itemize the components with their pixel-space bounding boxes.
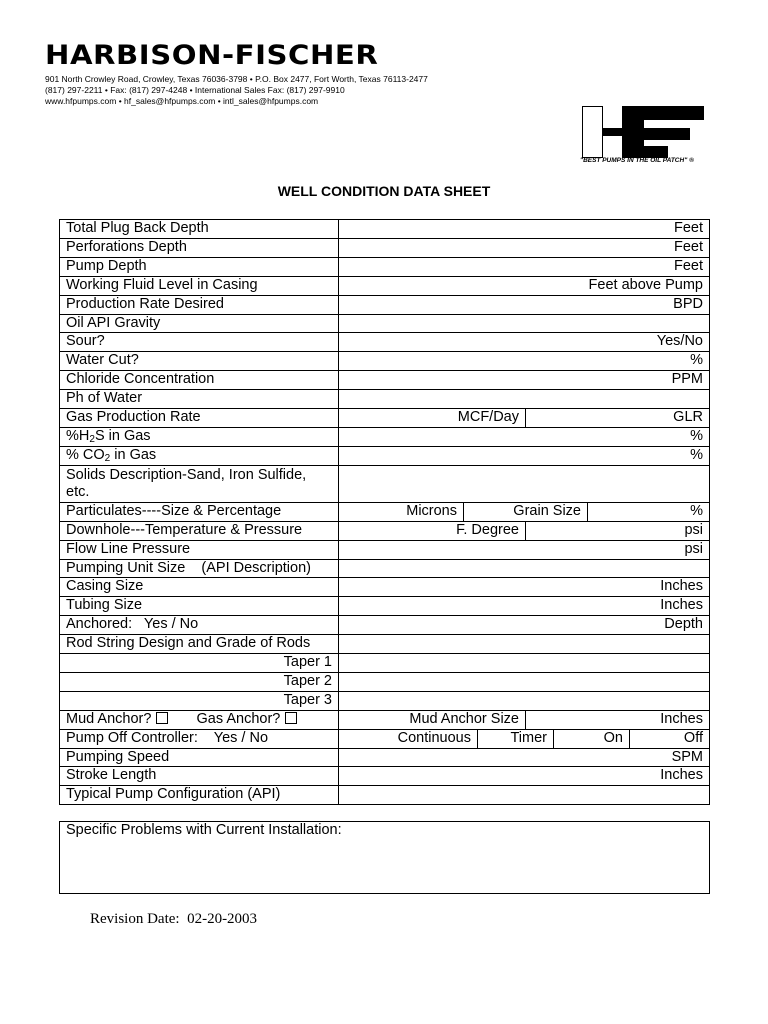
on-option[interactable] (553, 730, 629, 748)
unit-label: psi (684, 521, 703, 538)
problems-textarea[interactable] (59, 821, 710, 894)
unit-label: % (690, 446, 703, 463)
unit-label: Feet (673, 220, 703, 236)
row-anchors (60, 710, 710, 729)
value-field[interactable] (339, 616, 710, 635)
row-typical-pump-configuration (60, 786, 710, 805)
value-field[interactable] (339, 220, 710, 239)
unit-label: Mud Anchor Size (409, 710, 519, 727)
unit-label: Yes/No (656, 333, 703, 350)
unit-label: psi (684, 540, 703, 557)
row-label: Total Plug Back Depth (60, 220, 339, 239)
value-field[interactable] (339, 559, 710, 578)
value-field[interactable] (339, 295, 710, 314)
unit-label: BPD (673, 295, 703, 312)
value-field[interactable] (339, 465, 710, 502)
row-label: Taper 2 (60, 672, 339, 691)
row-label: Pump Off Controller: Yes / No (60, 729, 339, 748)
unit-label: Feet (673, 257, 703, 274)
unit-label: % (690, 427, 703, 444)
revision-date: Revision Date: 02-20-2003 (90, 911, 258, 927)
value-field[interactable] (339, 540, 710, 559)
row-label: Flow Line Pressure (60, 540, 339, 559)
unit-label: F. Degree (456, 521, 519, 538)
value-field[interactable] (339, 672, 710, 691)
label-text: %H (66, 427, 90, 444)
row-total-plug-back-depth (60, 220, 710, 239)
subscript: 2 (89, 433, 95, 445)
row-ph-of-water (60, 390, 710, 409)
row-label: Pumping Unit Size (API Description) (60, 559, 339, 578)
row-flow-line-pressure (60, 540, 710, 559)
row-solids-description (60, 465, 710, 502)
row-taper-2 (60, 672, 710, 691)
address-line: 901 North Crowley Road, Crowley, Texas 76036-3798 • P.O. Box 2477, Fort Worth, Texas 76113-2477 (45, 74, 428, 84)
row-label: Downhole---Temperature & Pressure (60, 521, 339, 540)
pressure-field[interactable] (525, 522, 709, 540)
value-field[interactable] (339, 635, 710, 654)
row-label (60, 710, 339, 729)
row-working-fluid-level (60, 276, 710, 295)
value-field[interactable] (339, 578, 710, 597)
grain-size-field[interactable] (463, 503, 587, 521)
continuous-option[interactable] (339, 730, 477, 748)
off-option[interactable] (629, 730, 709, 748)
row-label: Sour? (60, 333, 339, 352)
value-field[interactable] (339, 597, 710, 616)
row-co2-in-gas (60, 446, 710, 465)
row-label: Pump Depth (60, 257, 339, 276)
row-label: Rod String Design and Grade of Rods (60, 635, 339, 654)
mud-anchor-checkbox[interactable] (156, 712, 168, 724)
value-field[interactable] (339, 446, 710, 465)
row-label: Water Cut? (60, 352, 339, 371)
mud-anchor-size-field[interactable] (339, 711, 525, 729)
timer-option[interactable] (477, 730, 553, 748)
row-tubing-size (60, 597, 710, 616)
row-taper-1 (60, 654, 710, 673)
unit-label: Inches (660, 597, 703, 614)
row-rod-string-design (60, 635, 710, 654)
unit-label: % (690, 352, 703, 369)
unit-label: GLR (673, 409, 703, 426)
value-field[interactable] (339, 371, 710, 390)
row-pumping-speed (60, 748, 710, 767)
value-field[interactable] (339, 276, 710, 295)
value-field[interactable] (339, 352, 710, 371)
company-name: HARBISON-FISCHER (45, 40, 379, 71)
row-label: Oil API Gravity (60, 314, 339, 333)
row-oil-api-gravity (60, 314, 710, 333)
row-pump-off-controller (60, 729, 710, 748)
row-label: Gas Production Rate (60, 409, 339, 428)
unit-label: Inches (660, 767, 703, 784)
row-label: Pumping Speed (60, 748, 339, 767)
row-label (60, 427, 339, 446)
value-field[interactable] (339, 314, 710, 333)
row-label: Typical Pump Configuration (API) (60, 786, 339, 805)
value-field[interactable] (339, 333, 710, 352)
unit-label: % (690, 502, 703, 519)
value-field[interactable] (339, 767, 710, 786)
subscript: 2 (104, 452, 111, 464)
value-field[interactable] (339, 748, 710, 767)
row-chloride-concentration (60, 371, 710, 390)
row-gas-production-rate (60, 409, 710, 428)
value-field[interactable] (339, 390, 710, 409)
option-label: Continuous (397, 729, 471, 746)
row-label: Ph of Water (60, 390, 339, 409)
label-text: % CO (66, 446, 105, 463)
label-text: S in Gas (94, 427, 151, 444)
value-field[interactable] (339, 238, 710, 257)
hf-logo (582, 106, 704, 158)
value-field[interactable] (339, 257, 710, 276)
row-label: Stroke Length (60, 767, 339, 786)
temperature-field[interactable] (339, 522, 525, 540)
mcf-day-field[interactable] (339, 409, 525, 427)
row-label: Taper 1 (60, 654, 339, 673)
row-label: Solids Description-Sand, Iron Sulfide, etc. (60, 465, 339, 502)
row-label: Particulates----Size & Percentage (60, 502, 339, 521)
row-h2s-in-gas (60, 427, 710, 446)
row-particulates (60, 502, 710, 521)
value-field[interactable] (339, 691, 710, 710)
unit-label: SPM (671, 748, 703, 765)
row-taper-3 (60, 691, 710, 710)
gas-anchor-checkbox[interactable] (285, 712, 297, 724)
row-perforations-depth (60, 238, 710, 257)
row-label: Taper 3 (60, 691, 339, 710)
row-production-rate (60, 295, 710, 314)
problems-label: Specific Problems with Current Installation: (66, 822, 342, 838)
row-label: Working Fluid Level in Casing (60, 276, 339, 295)
glr-field[interactable] (525, 409, 709, 427)
option-label: Timer (510, 729, 547, 746)
unit-label: Inches (660, 578, 703, 595)
option-label: Off (683, 729, 703, 746)
unit-label: PPM (671, 371, 703, 388)
mud-anchor-label: Mud Anchor? (66, 710, 152, 727)
microns-field[interactable] (339, 503, 463, 521)
inches-field[interactable] (525, 711, 709, 729)
value-field[interactable] (339, 427, 710, 446)
row-water-cut (60, 352, 710, 371)
unit-label: Depth (664, 616, 703, 633)
row-pump-depth (60, 257, 710, 276)
row-label: Chloride Concentration (60, 371, 339, 390)
row-label: Perforations Depth (60, 238, 339, 257)
row-label: Tubing Size (60, 597, 339, 616)
unit-label: Feet above Pump (588, 276, 703, 293)
row-stroke-length (60, 767, 710, 786)
unit-label: Feet (673, 238, 703, 255)
option-label: On (603, 729, 623, 746)
well-data-table (59, 219, 710, 805)
percent-field[interactable] (587, 503, 709, 521)
unit-label: Grain Size (513, 502, 581, 519)
unit-label: Microns (406, 502, 457, 519)
phone-line: (817) 297-2211 • Fax: (817) 297-4248 • International Sales Fax: (817) 297-9910 (45, 85, 345, 95)
web-line: www.hfpumps.com • hf_sales@hfpumps.com • intl_sales@hfpumps.com (45, 96, 319, 106)
form-title: WELL CONDITION DATA SHEET (277, 183, 491, 199)
row-anchored (60, 616, 710, 635)
row-casing-size (60, 578, 710, 597)
row-label: Anchored: Yes / No (60, 616, 339, 635)
value-field[interactable] (339, 786, 710, 805)
gas-anchor-label: Gas Anchor? (196, 710, 281, 727)
row-label: Production Rate Desired (60, 295, 339, 314)
unit-label: Inches (660, 710, 703, 727)
row-sour (60, 333, 710, 352)
row-label: Casing Size (60, 578, 339, 597)
tagline: "BEST PUMPS IN THE OIL PATCH" ® (580, 157, 694, 164)
label-text: in Gas (110, 446, 157, 463)
row-pumping-unit-size (60, 559, 710, 578)
row-downhole-temp-pressure (60, 521, 710, 540)
row-label (60, 446, 339, 465)
value-field[interactable] (339, 654, 710, 673)
unit-label: MCF/Day (457, 409, 519, 426)
